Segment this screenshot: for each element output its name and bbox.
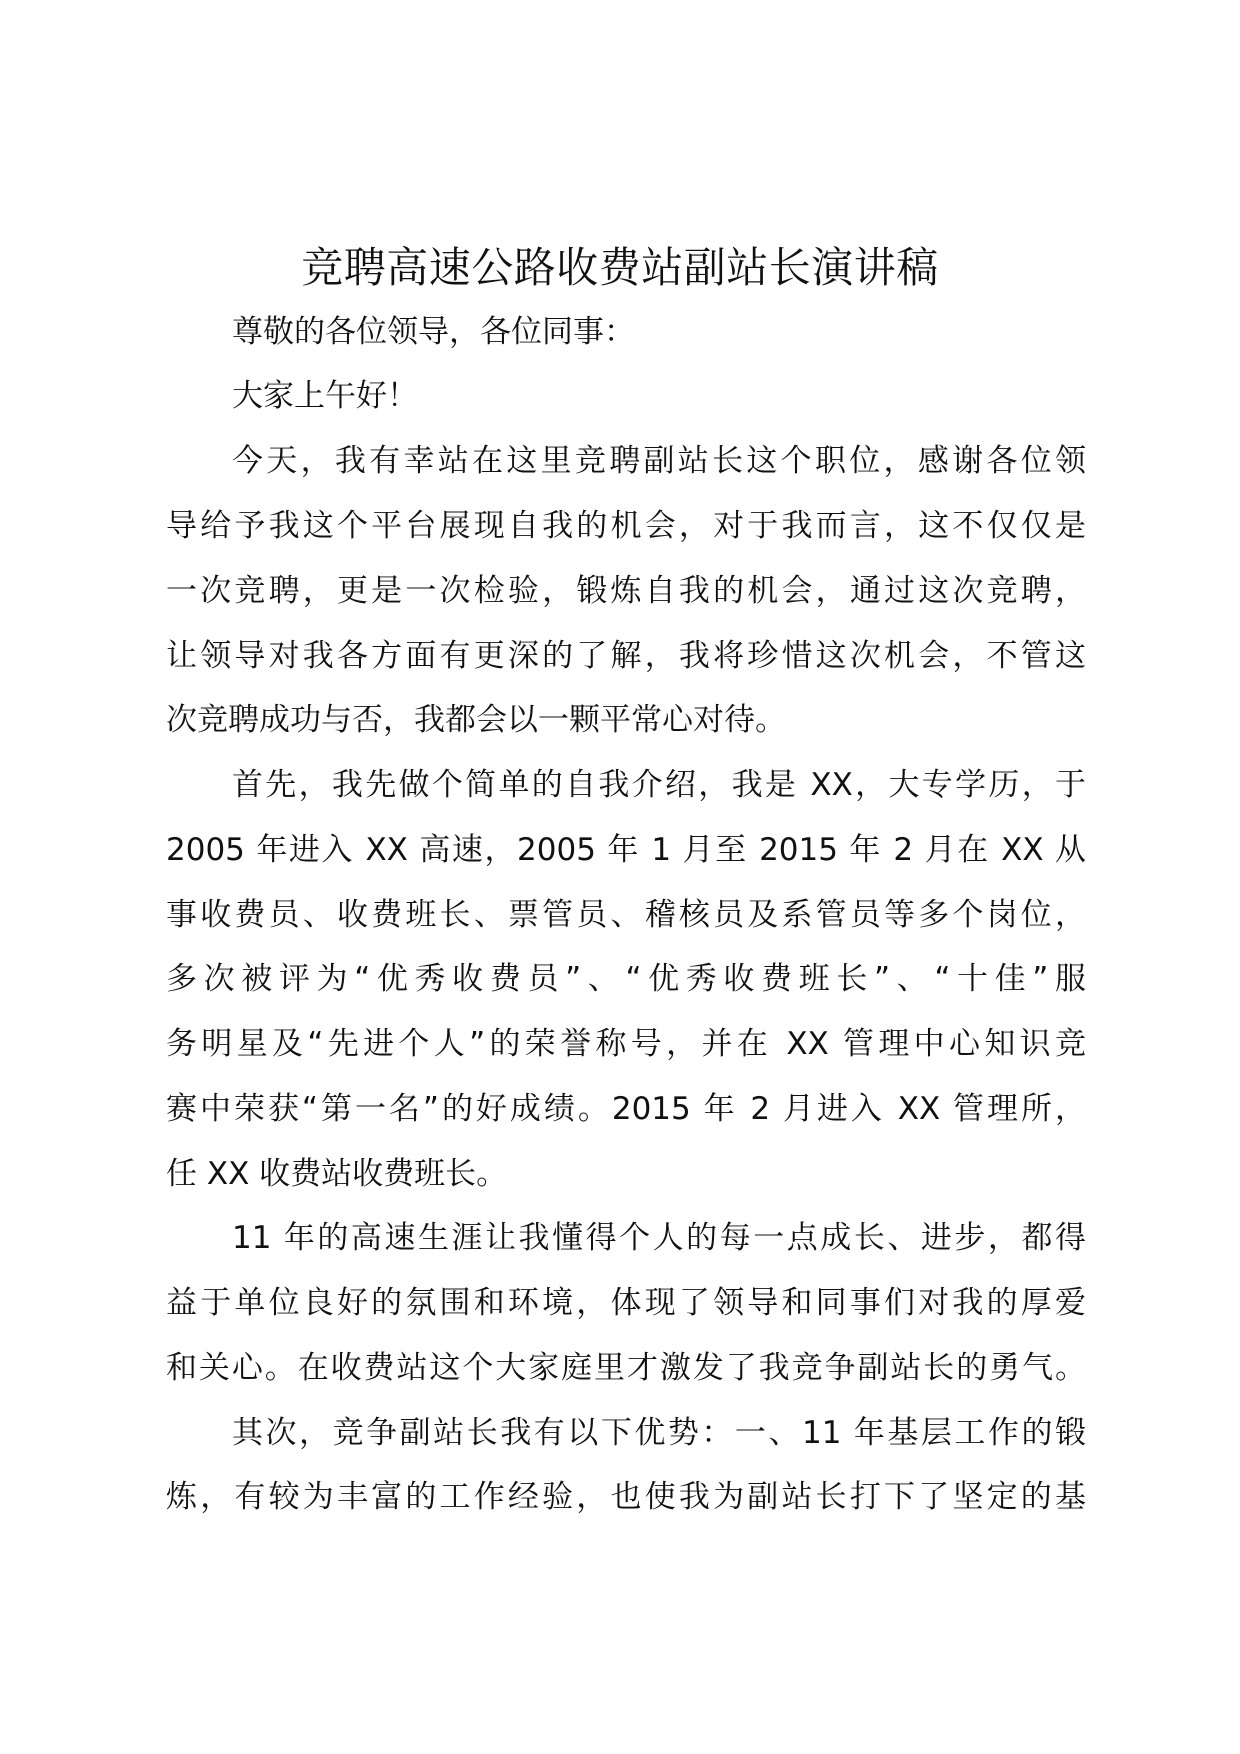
paragraph-line: 益于单位良好的氛围和环境，体现了领导和同事们对我的厚爱 bbox=[166, 1285, 1086, 1321]
paragraph-line: 事收费员、收费班长、票管员、稽核员及系管员等多个岗位， bbox=[166, 897, 1086, 933]
paragraph-line: 和关心。在收费站这个大家庭里才激发了我竞争副站长的勇气。 bbox=[166, 1350, 1086, 1386]
greeting: 大家上午好！ bbox=[232, 378, 418, 414]
paragraph-line: 导给予我这个平台展现自我的机会，对于我而言，这不仅仅是 bbox=[166, 508, 1086, 544]
paragraph-line: 赛中荣获“第一名”的好成绩。2015 年 2 月进入 XX 管理所， bbox=[166, 1091, 1086, 1127]
paragraph-line: 务明星及“先进个人”的荣誉称号，并在 XX 管理中心知识竞 bbox=[166, 1026, 1086, 1062]
paragraph-line: 多次被评为“优秀收费员”、“优秀收费班长”、“十佳”服 bbox=[166, 961, 1086, 997]
paragraph-line: 次竞聘成功与否，我都会以一颗平常心对待。 bbox=[166, 702, 786, 738]
paragraph-line: 2005 年进入 XX 高速，2005 年 1 月至 2015 年 2 月在 XX 从 bbox=[166, 832, 1086, 868]
paragraph-line: 其次，竞争副站长我有以下优势：一、11 年基层工作的锻 bbox=[232, 1415, 1086, 1451]
paragraph-line: 首先，我先做个简单的自我介绍，我是 XX，大专学历，于 bbox=[232, 767, 1086, 803]
paragraph-line: 让领导对我各方面有更深的了解，我将珍惜这次机会，不管这 bbox=[166, 638, 1086, 674]
paragraph-line: 今天，我有幸站在这里竞聘副站长这个职位，感谢各位领 bbox=[232, 443, 1086, 479]
paragraph-line: 任 XX 收费站收费班长。 bbox=[166, 1156, 508, 1192]
salutation: 尊敬的各位领导，各位同事： bbox=[232, 314, 635, 350]
paragraph-line: 炼，有较为丰富的工作经验，也使我为副站长打下了坚定的基 bbox=[166, 1479, 1086, 1515]
paragraph-line: 一次竞聘，更是一次检验，锻炼自我的机会，通过这次竞聘， bbox=[166, 573, 1086, 609]
document-title: 竞聘高速公路收费站副站长演讲稿 bbox=[301, 243, 939, 292]
paragraph-line: 11 年的高速生涯让我懂得个人的每一点成长、进步，都得 bbox=[232, 1220, 1086, 1256]
